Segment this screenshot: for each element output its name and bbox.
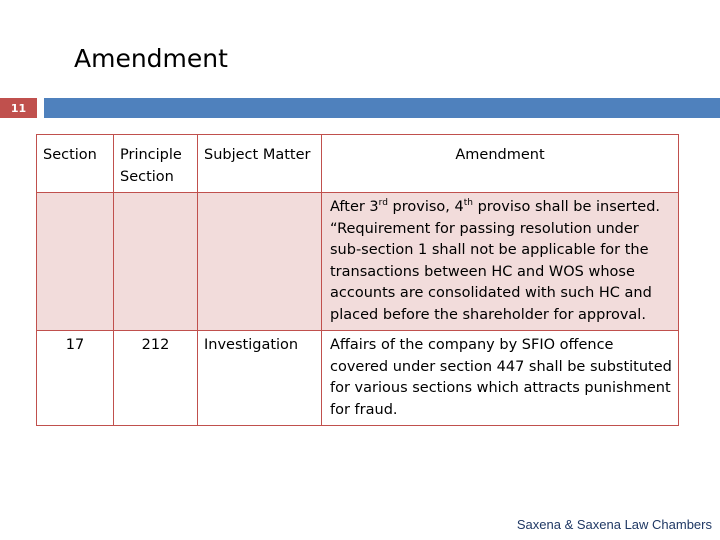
cell-amendment	[322, 193, 679, 331]
header-bar	[44, 98, 720, 118]
table-header-row	[37, 135, 679, 193]
footer-credit: Saxena & Saxena Law Chambers	[516, 517, 712, 532]
header-amendment: Amendment	[322, 135, 679, 193]
superscript-th: th	[463, 198, 473, 209]
amendment-table-wrapper	[36, 134, 679, 426]
table-row	[37, 331, 679, 426]
cell-subject-matter	[198, 193, 322, 331]
cell-principle-section	[114, 193, 198, 331]
slide-title: Amendment	[74, 44, 228, 73]
amendment-text-a: After 3	[330, 199, 379, 215]
cell-amendment: Affairs of the company by SFIO offence covered under section 447 shall be substituted for various sections which attracts punishment for fraud.	[322, 331, 679, 426]
cell-section: 17	[37, 331, 114, 426]
amendment-text-b: proviso, 4	[387, 199, 464, 215]
cell-section	[37, 193, 114, 331]
superscript-rd: rd	[378, 198, 388, 209]
header-section: Section	[37, 135, 114, 193]
cell-subject-matter: Investigation	[198, 331, 322, 426]
header-principle-section: Principle Section	[114, 135, 198, 193]
table-row	[37, 193, 679, 331]
slide-number: 11	[0, 98, 37, 118]
cell-principle-section: 212	[114, 331, 198, 426]
amendment-table	[36, 134, 679, 426]
header-subject-matter: Subject Matter	[198, 135, 322, 193]
amendment-text-rest: proviso shall be inserted. “Requirement for passing resolution under sub-section 1 shall not be applicable for the transactions between HC and WOS whose accounts are consolidated with such HC and placed before the shareholder for approval.	[330, 199, 661, 323]
